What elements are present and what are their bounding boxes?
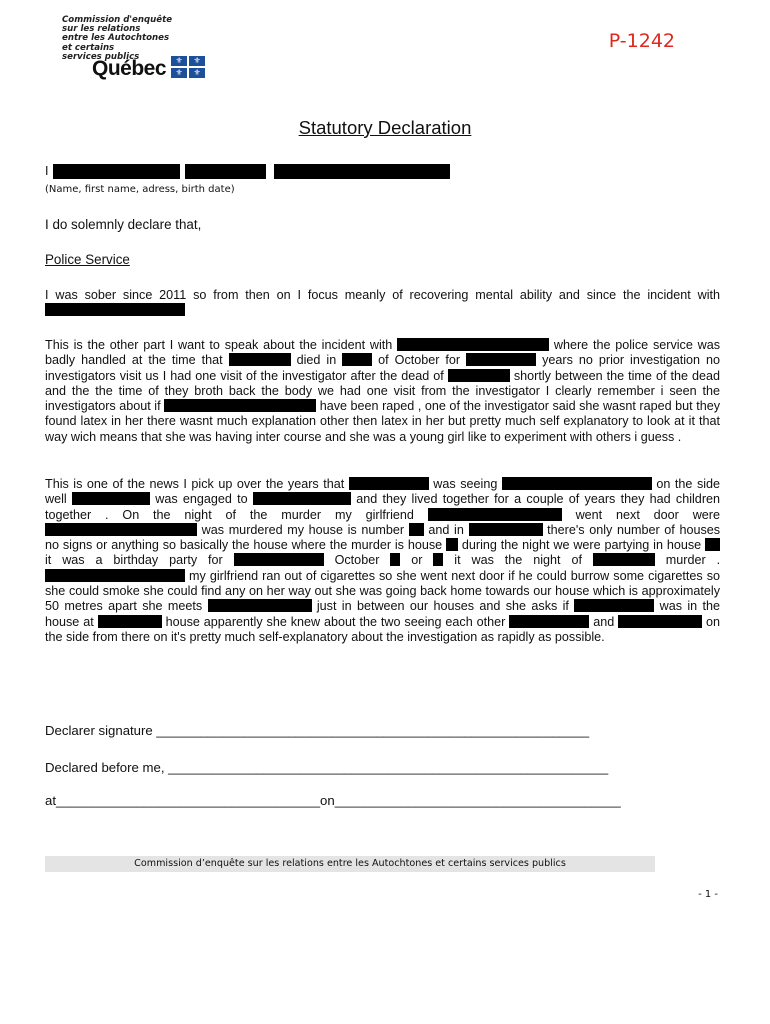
paragraph-sobriety xyxy=(45,288,720,319)
text-run: have been raped , one of the investigator said she wasnt raped but they found latex in her there wasnt much explanation other then latex in her but pretty much self explanatory to look at it that way wich means that she was having inter course and she was a young girl like to experiment with others i guess . xyxy=(45,399,720,444)
exhibit-number: P-1242 xyxy=(608,30,675,52)
redaction-block xyxy=(409,523,424,536)
text-run: house apparently she knew about the two seeing each other xyxy=(165,614,506,629)
redaction-block xyxy=(446,538,458,551)
org-line: services publics xyxy=(62,51,140,62)
redaction-block xyxy=(164,399,316,412)
text-run: during the night we were partying in house xyxy=(461,538,702,553)
declarant-name-row xyxy=(45,164,49,180)
text-run: died in xyxy=(296,353,337,368)
text-run: it was a birthday party for xyxy=(45,553,223,568)
redaction-block xyxy=(45,569,185,582)
text-run: was murdered my house is number xyxy=(201,522,405,537)
footer-text: Commission d’enquête sur les relations entre les Autochtones et certains services publics xyxy=(134,858,566,869)
text-run: shortly between the time of the dead and the the time of they broth back the body we had one visit from the investigator I clearly remember i seen the investigators about if xyxy=(45,368,721,414)
redaction-block xyxy=(593,553,655,566)
section-heading: Police Service xyxy=(45,252,130,267)
text-run: or xyxy=(411,553,423,568)
text-run: where the police service was badly handled at the time that xyxy=(45,338,721,368)
text-run: I was sober since 2011 so from then on I focus meanly of recovering mental ability and since the incident with xyxy=(45,288,720,302)
text-run: was in the house at xyxy=(45,599,721,629)
redaction-block xyxy=(342,353,372,366)
text-run: and xyxy=(593,614,615,629)
name-prefix: I xyxy=(45,164,49,178)
text-run: just in between our houses and she asks if xyxy=(316,599,569,614)
quebec-wordmark: Québec xyxy=(92,57,167,80)
redaction-block xyxy=(208,599,312,612)
redaction-block xyxy=(574,599,654,612)
redaction-block xyxy=(509,615,589,628)
redaction-block xyxy=(185,164,266,179)
redaction-block xyxy=(45,303,185,316)
text-run: This is the other part I want to speak about the incident with xyxy=(45,338,393,352)
redaction-block xyxy=(45,523,197,536)
redaction-block xyxy=(502,477,652,490)
redaction-block xyxy=(72,492,150,505)
redaction-block xyxy=(433,553,443,566)
redaction-block xyxy=(53,164,180,179)
redaction-block xyxy=(274,164,450,179)
text-run: was seeing xyxy=(433,477,498,491)
redaction-block xyxy=(253,492,351,505)
redaction-block xyxy=(618,615,702,628)
text-run: October xyxy=(334,553,380,568)
paragraph-investigation xyxy=(45,338,720,445)
text-run: on the side well xyxy=(45,477,721,507)
redaction-block xyxy=(705,538,720,551)
redaction-block xyxy=(466,353,536,366)
declared-before-line: Declared before me, ____________________________________________________________ xyxy=(45,760,609,775)
text-run: and in xyxy=(428,522,464,537)
declarer-signature-line: Declarer signature ___________________________________________________________ xyxy=(45,723,590,738)
text-run: went next door were xyxy=(575,507,721,522)
redaction-block xyxy=(469,523,543,536)
name-field-hint: (Name, first name, adress, birth date) xyxy=(45,184,235,195)
redaction-block xyxy=(390,553,400,566)
redaction-block xyxy=(349,477,429,490)
text-run: it was the night of xyxy=(454,553,582,568)
org-line: sur les relations xyxy=(62,24,141,35)
solemn-declaration: I do solemnly declare that, xyxy=(45,217,202,232)
place-date-line: at____________________________________on_______________________________________ xyxy=(45,793,621,808)
redaction-block xyxy=(98,615,162,628)
text-run: my girlfriend ran out of cigarettes so she went next door if he could burrow some cigarettes so she could smoke she could find any on her way out she was going back home towards our house which is approximately 50 metres apart she meets xyxy=(45,568,720,614)
text-run: This is one of the news I pick up over the years that xyxy=(45,477,345,491)
quebec-logo xyxy=(92,55,205,79)
redaction-block xyxy=(397,338,549,351)
text-run: there's only number of houses no signs or anything so basically the house where the murder is house xyxy=(45,522,721,553)
text-run: murder . xyxy=(665,553,721,568)
text-run: of October for xyxy=(378,353,461,368)
fleur-de-lis-flag-icon: ⚜ ⚜ ⚜ ⚜ xyxy=(171,56,205,78)
org-line: Commission d'enquête xyxy=(62,15,173,25)
text-run: and they lived together for a couple of years they had children together . On the night of the murder my girlfriend xyxy=(45,492,721,522)
redaction-block xyxy=(229,353,291,366)
redaction-block xyxy=(234,553,324,566)
paragraph-news xyxy=(45,477,720,645)
text-run: on the side from there on it's pretty much self-explanatory about the investigation as rapidly as possible. xyxy=(45,614,721,644)
page-number: - 1 - xyxy=(698,889,718,900)
org-line: et certains xyxy=(62,42,115,53)
title-text: Statutory Declaration xyxy=(298,117,472,138)
text-run: was engaged to xyxy=(155,492,248,507)
redaction-block xyxy=(428,508,562,521)
text-run: years no prior investigation no investigators visit us I had one visit of the investigator after the dead of xyxy=(45,353,721,383)
org-line: entre les Autochtones xyxy=(62,33,170,44)
redaction-block xyxy=(448,369,510,382)
document-title xyxy=(0,117,770,139)
